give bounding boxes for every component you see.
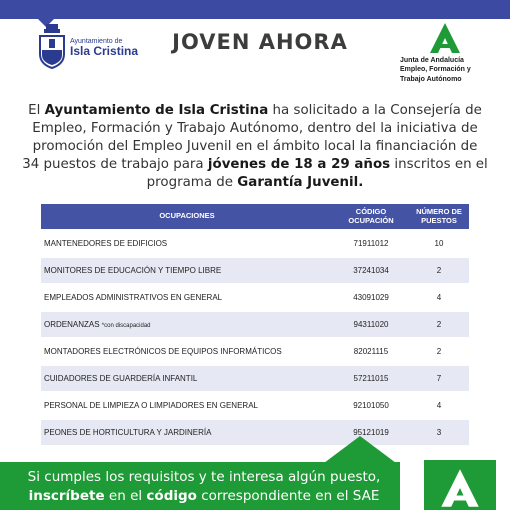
ocupacion-label: CUIDADORES DE GUARDERÍA INFANTIL (44, 374, 198, 383)
footer-line-2 (8, 487, 400, 506)
cell-ocupacion (41, 257, 333, 284)
cell-ocupacion (41, 338, 333, 365)
footer-bold-1: inscríbete (28, 488, 105, 504)
table-row (41, 419, 469, 445)
ayuntamiento-label-big: Isla Cristina (70, 44, 139, 58)
table-row (41, 392, 469, 419)
cell-codigo: 82021115 (333, 338, 409, 365)
footer-text-3: correspondiente en el SAE (196, 488, 380, 504)
cell-codigo: 43091029 (333, 284, 409, 311)
footer-line-1: Si cumples los requisitos y te interesa algún puesto, (27, 469, 381, 485)
cell-puestos: 10 (409, 230, 469, 257)
junta-andalucia-logo-icon (428, 22, 462, 54)
table-row (41, 257, 469, 284)
header-ocupaciones: OCUPACIONES (41, 204, 333, 230)
junta-logo (400, 22, 500, 90)
ocupacion-label: ORDENANZAS (44, 320, 100, 329)
cell-puestos: 4 (409, 284, 469, 311)
table-row (41, 230, 469, 257)
table-row (41, 365, 469, 392)
cell-ocupacion (41, 230, 333, 257)
ocupacion-label: PERSONAL DE LIMPIEZA O LIMPIADORES EN GENERAL (44, 401, 258, 410)
cell-codigo: 37241034 (333, 257, 409, 284)
junta-line-2: Empleo, Formación y (400, 66, 471, 74)
cell-codigo: 57211015 (333, 365, 409, 392)
intro-bold-1: Ayuntamiento de Isla Cristina (44, 103, 269, 118)
cell-puestos: 4 (409, 392, 469, 419)
table-row (41, 284, 469, 311)
ocupacion-label: EMPLEADOS ADMINISTRATIVOS EN GENERAL (44, 293, 223, 302)
cell-puestos: 2 (409, 311, 469, 338)
cell-puestos: 3 (409, 419, 469, 445)
cell-codigo: 95121019 (333, 419, 409, 445)
junta-andalucia-logo-icon (438, 468, 482, 508)
footer-logo (424, 460, 496, 510)
ocupacion-note: *con discapacidad (101, 323, 151, 329)
top-band (0, 0, 510, 19)
intro-paragraph (22, 102, 488, 192)
ocupacion-label: MANTENEDORES DE EDIFICIOS (44, 239, 168, 248)
cell-ocupacion (41, 365, 333, 392)
ayuntamiento-label-small: Ayuntamiento de (70, 38, 123, 45)
cell-puestos: 7 (409, 365, 469, 392)
ocupacion-label: PEONES DE HORTICULTURA Y JARDINERÍA (44, 428, 212, 437)
intro-bold-2: jóvenes de 18 a 29 años (207, 157, 391, 172)
header-codigo: CÓDIGO OCUPACIÓN (333, 204, 409, 230)
page-title: JOVEN AHORA (172, 30, 348, 54)
intro-text-3: inscritos en el programa de (146, 157, 488, 190)
table-header-row (41, 204, 469, 230)
cell-ocupacion (41, 284, 333, 311)
occupations-table (41, 204, 469, 445)
intro-text-2: ha solicitado a la Consejería de Empleo, Formación y Trabajo Autónomo, dentro del la iniciativa de promoción del Empleo Juvenil en el ámbito local la financiación de 34 puestos de trabajo para (22, 103, 482, 172)
cell-ocupacion (41, 392, 333, 419)
cell-puestos: 2 (409, 338, 469, 365)
cell-ocupacion (41, 419, 333, 445)
cell-codigo: 71911012 (333, 230, 409, 257)
cell-codigo: 94311020 (333, 311, 409, 338)
ocupacion-label: MONITORES DE EDUCACIÓN Y TIEMPO LIBRE (44, 266, 222, 275)
cell-puestos: 2 (409, 257, 469, 284)
junta-line-1: Junta de Andalucía (400, 57, 464, 64)
intro-bold-3: Garantía Juvenil. (237, 175, 364, 190)
table-row (41, 311, 469, 338)
footer-text (8, 468, 400, 506)
footer-text-2: en el (104, 488, 147, 504)
footer-bold-2: código (146, 488, 197, 504)
ayuntamiento-crest-icon (38, 24, 66, 70)
header-numero: NÚMERO DE PUESTOS (409, 204, 469, 230)
cell-ocupacion (41, 311, 333, 338)
ocupacion-label: MONTADORES ELECTRÓNICOS DE EQUIPOS INFORMÁTICOS (44, 347, 282, 356)
table-row (41, 338, 469, 365)
junta-line-3: Trabajo Autónomo (400, 75, 462, 83)
cell-codigo: 92101050 (333, 392, 409, 419)
intro-text-1: El (28, 103, 45, 118)
